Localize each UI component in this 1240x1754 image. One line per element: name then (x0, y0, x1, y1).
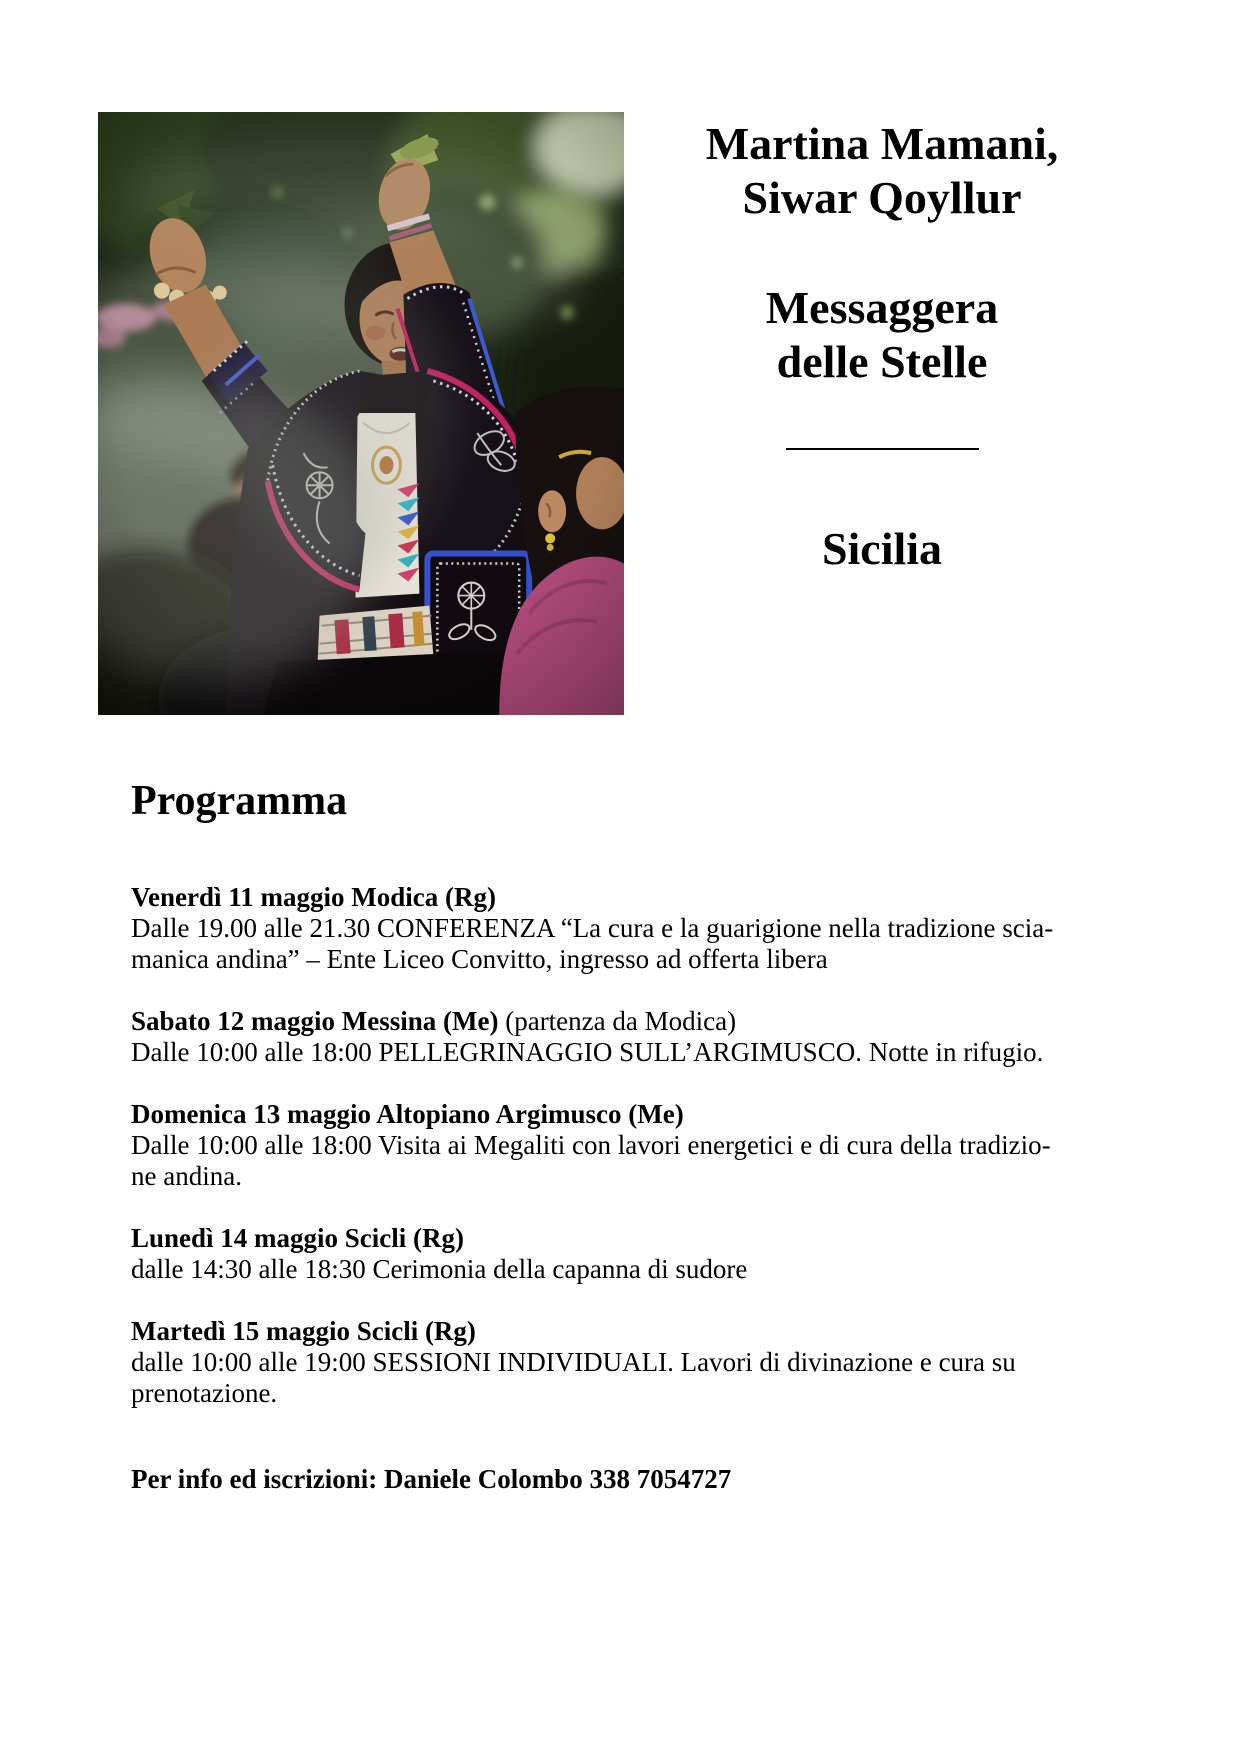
subtitle-line1: Messaggera (765, 282, 999, 333)
program-list (131, 882, 1146, 1495)
presenter-name-line1: Martina Mamani, (705, 118, 1059, 169)
section-body-line: manica andina” – Ente Liceo Convitto, ingresso ad offerta libera (131, 944, 828, 974)
section-body-line: prenotazione. (131, 1378, 278, 1408)
ceremony-photo (98, 112, 624, 715)
section-body-line: dalle 14:30 alle 18:30 Cerimonia della capanna di sudore (131, 1254, 748, 1284)
program-section-lunedi (131, 1223, 1146, 1285)
program-section-domenica (131, 1099, 1146, 1192)
section-title: Martedì 15 maggio Scicli (Rg) (131, 1316, 476, 1346)
subtitle-line2: delle Stelle (776, 336, 988, 387)
section-body-line: Dalle 10:00 alle 18:00 Visita ai Megaliti con lavori energetici e di cura della tradizio- (131, 1130, 1051, 1160)
section-title: Venerdì 11 maggio Modica (Rg) (131, 882, 496, 912)
section-title: Sabato 12 maggio Messina (Me) (131, 1006, 499, 1036)
program-section-martedi (131, 1316, 1146, 1409)
section-body-line: Dalle 10:00 alle 18:00 PELLEGRINAGGIO SULL’ARGIMUSCO. Notte in rifugio. (131, 1037, 1044, 1067)
section-title: Lunedì 14 maggio Scicli (Rg) (131, 1223, 465, 1253)
section-title-note: (partenza da Modica) (498, 1006, 737, 1036)
location-title: Sicilia (821, 523, 943, 574)
presenter-name-line2: Siwar Qoyllur (742, 172, 1022, 223)
program-section-venerdi (131, 882, 1146, 975)
section-body-line: ne andina. (131, 1161, 242, 1191)
program-section-sabato (131, 1006, 1146, 1068)
divider-line (786, 448, 979, 450)
section-title: Domenica 13 maggio Altopiano Argimusco (Me) (131, 1099, 684, 1129)
section-body-line: dalle 10:00 alle 19:00 SESSIONI INDIVIDUALI. Lavori di divinazione e cura su (131, 1347, 1016, 1377)
ceremony-photo-illustration (98, 112, 624, 715)
program-heading: Programma (131, 778, 348, 824)
title-block (624, 117, 1140, 576)
contact-info: Per info ed iscrizioni: Daniele Colombo 338 7054727 (131, 1464, 732, 1494)
section-body-line: Dalle 19.00 alle 21.30 CONFERENZA “La cura e la guarigione nella tradizione scia- (131, 913, 1054, 943)
